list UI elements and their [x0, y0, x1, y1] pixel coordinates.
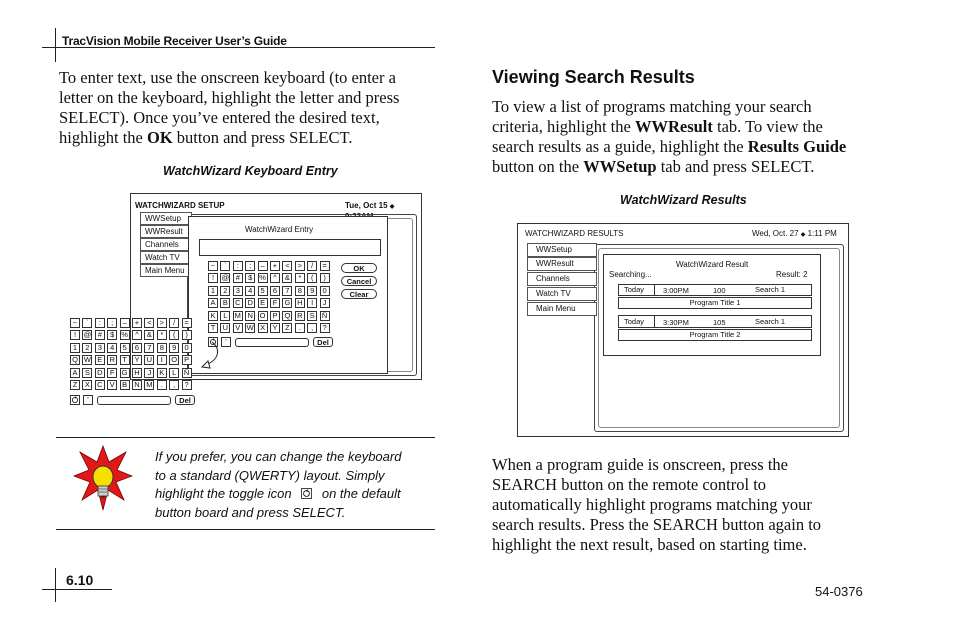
result-channel: 105: [713, 318, 726, 327]
qwerty-key[interactable]: N: [132, 380, 142, 390]
qwerty-key[interactable]: B: [120, 380, 130, 390]
lightbulb-icon: [72, 444, 134, 520]
del-button-qwerty[interactable]: Del: [175, 395, 195, 405]
qwerty-key[interactable]: –: [120, 318, 130, 328]
tab-watch-tv-results[interactable]: Watch TV: [527, 287, 597, 301]
abc-key[interactable]: J: [320, 298, 330, 308]
abc-key[interactable]: >: [295, 261, 305, 271]
toggle-keyboard-icon-qwerty[interactable]: [70, 395, 80, 405]
abc-key[interactable]: ;: [245, 261, 255, 271]
qwerty-key[interactable]: H: [132, 368, 142, 378]
abc-key[interactable]: ?: [320, 323, 330, 333]
screen-datetime: Tue, Oct 15 ◆: [345, 201, 395, 210]
result-time: 3:30PM: [663, 318, 689, 327]
abc-key[interactable]: Q: [282, 311, 292, 321]
abc-key[interactable]: P: [270, 311, 280, 321]
abc-key[interactable]: ,: [307, 323, 317, 333]
qwerty-key[interactable]: Ñ: [182, 368, 192, 378]
tab-watch-tv[interactable]: Watch TV: [140, 251, 192, 264]
qwerty-key[interactable]: S: [82, 368, 92, 378]
abc-key[interactable]: F: [270, 298, 280, 308]
clear-button[interactable]: Clear: [341, 289, 377, 299]
apostrophe-key-qwerty[interactable]: ': [83, 395, 93, 405]
tab-channels[interactable]: Channels: [140, 238, 192, 251]
apostrophe-key[interactable]: ': [221, 337, 231, 347]
abc-key[interactable]: +: [270, 261, 280, 271]
tab-main-menu-results[interactable]: Main Menu: [527, 302, 597, 316]
abc-key[interactable]: 7: [282, 286, 292, 296]
abc-key[interactable]: .: [295, 323, 305, 333]
qwerty-key[interactable]: X: [82, 380, 92, 390]
qwerty-key[interactable]: Z: [70, 380, 80, 390]
qwerty-key[interactable]: V: [107, 380, 117, 390]
abc-key[interactable]: Z: [282, 323, 292, 333]
abc-key[interactable]: 4: [245, 286, 255, 296]
result-channel: 100: [713, 286, 726, 295]
result-row[interactable]: [618, 284, 812, 296]
text-entry-field[interactable]: [199, 239, 381, 256]
qwerty-key[interactable]: ): [182, 330, 192, 340]
abc-key[interactable]: N: [245, 311, 255, 321]
abc-key[interactable]: `: [220, 261, 230, 271]
abc-key[interactable]: G: [282, 298, 292, 308]
qwerty-key[interactable]: `: [82, 318, 92, 328]
qwerty-key[interactable]: %: [121, 330, 128, 340]
qwerty-key[interactable]: 2: [82, 343, 92, 353]
result-day: Today: [619, 285, 655, 295]
abc-key[interactable]: C: [233, 298, 243, 308]
qwerty-key[interactable]: ^: [132, 330, 142, 340]
qwerty-key[interactable]: Q: [70, 355, 80, 365]
abc-key[interactable]: !: [208, 273, 218, 283]
qwerty-key[interactable]: 6: [132, 343, 142, 353]
keyboard-figure-caption: WatchWizard Keyboard Entry: [163, 164, 338, 178]
qwerty-key[interactable]: $: [107, 330, 117, 340]
abc-key[interactable]: E: [258, 298, 268, 308]
qwerty-key[interactable]: 0: [182, 343, 192, 353]
screen-title: WATCHWIZARD SETUP: [135, 201, 225, 210]
abc-key[interactable]: D: [245, 298, 255, 308]
abc-key[interactable]: L: [220, 311, 230, 321]
qwerty-key[interactable]: 9: [169, 343, 179, 353]
qwerty-key[interactable]: K: [157, 368, 167, 378]
abc-key[interactable]: K: [208, 311, 218, 321]
tip-paragraph: If you prefer, you can change the keyboard to a standard (QWERTY) layout. Simply highlight the toggle icon on the default button board and press SELECT.: [155, 449, 402, 520]
qwerty-key[interactable]: E: [95, 355, 105, 365]
tab-wwresult[interactable]: WWResult: [140, 225, 192, 238]
abc-key[interactable]: R: [295, 311, 305, 321]
header-crop-mark: [55, 28, 56, 62]
qwerty-key[interactable]: @: [83, 330, 92, 340]
abc-key[interactable]: 1: [208, 286, 218, 296]
qwerty-key[interactable]: O: [169, 355, 179, 365]
qwerty-key[interactable]: M: [146, 380, 153, 389]
del-button[interactable]: Del: [313, 337, 333, 347]
toggle-icon-inline: [301, 488, 312, 499]
running-header: TracVision Mobile Receiver User’s Guide: [62, 34, 287, 48]
tab-wwsetup-results[interactable]: WWSetup: [527, 243, 597, 257]
abc-key[interactable]: Y: [270, 323, 280, 333]
qwerty-key[interactable]: W: [83, 355, 91, 365]
qwerty-key[interactable]: ~: [70, 318, 80, 328]
result-program[interactable]: Program Title 1: [618, 297, 812, 309]
footer-rule: [42, 589, 112, 590]
qwerty-key[interactable]: U: [144, 355, 154, 365]
ok-button[interactable]: OK: [341, 263, 377, 273]
result-row[interactable]: [618, 315, 812, 328]
abc-key[interactable]: T: [208, 323, 218, 333]
qwerty-key[interactable]: J: [144, 368, 154, 378]
qwerty-key[interactable]: I: [157, 355, 167, 365]
abc-key[interactable]: $: [245, 273, 255, 283]
abc-key[interactable]: 3: [233, 286, 243, 296]
result-search: Search 1: [755, 285, 786, 294]
abc-key[interactable]: 2: [220, 286, 230, 296]
results-figure-caption: WatchWizard Results: [620, 193, 747, 207]
document-code: 54-0376: [815, 584, 863, 599]
qwerty-key[interactable]: /: [169, 318, 179, 328]
abc-key[interactable]: O: [258, 311, 268, 321]
abc-key[interactable]: B: [220, 298, 230, 308]
abc-key[interactable]: /: [307, 261, 317, 271]
abc-key[interactable]: 0: [320, 286, 330, 296]
abc-key[interactable]: *: [295, 273, 305, 283]
abc-key[interactable]: 9: [307, 286, 317, 296]
qwerty-key[interactable]: :: [95, 318, 105, 328]
qwerty-key[interactable]: F: [107, 368, 117, 378]
qwerty-key[interactable]: 8: [157, 343, 167, 353]
searching-label: Searching...: [609, 270, 652, 279]
footer-crop-mark: [55, 568, 56, 602]
tab-channels-results[interactable]: Channels: [527, 272, 597, 286]
qwerty-key[interactable]: .: [157, 380, 167, 390]
abc-key[interactable]: 8: [295, 286, 305, 296]
abc-key[interactable]: ^: [270, 273, 280, 283]
results-paragraph: To view a list of programs matching your search criteria, highlight the WWResult tab. To view the search results as a guide, highlight the Results Guide button on the WWSetup tab and press SELECT.: [492, 97, 847, 176]
qwerty-key[interactable]: 5: [120, 343, 130, 353]
qwerty-key[interactable]: 1: [70, 343, 80, 353]
result-count: Result: 2: [776, 270, 808, 279]
qwerty-key[interactable]: 4: [107, 343, 117, 353]
abc-key[interactable]: 6: [270, 286, 280, 296]
abc-key[interactable]: @: [221, 273, 230, 283]
results-screen-title: WATCHWIZARD RESULTS: [525, 229, 624, 238]
qwerty-key[interactable]: 3: [95, 343, 105, 353]
results-screen-datetime: Wed, Oct. 27 ◆ 1:11 PM: [752, 229, 837, 238]
qwerty-key[interactable]: #: [95, 330, 105, 340]
results-panel-title: WatchWizard Result: [676, 260, 749, 269]
abc-key[interactable]: =: [320, 261, 330, 271]
result-day: Today: [619, 316, 655, 327]
tab-wwsetup[interactable]: WWSetup: [140, 212, 192, 225]
qwerty-key[interactable]: Y: [132, 355, 142, 365]
abc-key[interactable]: #: [233, 273, 243, 283]
qwerty-key[interactable]: 7: [144, 343, 154, 353]
qwerty-key[interactable]: R: [107, 355, 117, 365]
intro-paragraph: To enter text, use the onscreen keyboard (to enter a letter on the keyboard, highlight the letter and press SELECT). Once you’ve entered the desired text, highlight the OK button and press SELECT.: [59, 68, 400, 147]
abc-key[interactable]: ): [320, 273, 330, 283]
search-button-paragraph: When a program guide is onscreen, press the SEARCH button on the remote control to automatically highlight programs matching your search results. Press the SEARCH button again to highlight the next result, based on starting time.: [492, 455, 822, 554]
abc-key[interactable]: %: [259, 273, 266, 283]
qwerty-key[interactable]: =: [182, 318, 192, 328]
qwerty-key[interactable]: C: [95, 380, 105, 390]
abc-key[interactable]: X: [258, 323, 268, 333]
abc-key[interactable]: V: [233, 323, 243, 333]
qwerty-key[interactable]: ?: [182, 380, 192, 390]
page-number: 6.10: [66, 572, 94, 588]
dialog-title: WatchWizard Entry: [245, 225, 314, 234]
abc-key[interactable]: I: [307, 298, 317, 308]
qwerty-key[interactable]: +: [132, 318, 142, 328]
qwerty-key[interactable]: L: [169, 368, 179, 378]
abc-key[interactable]: &: [282, 273, 292, 283]
qwerty-key[interactable]: !: [70, 330, 80, 340]
abc-key[interactable]: :: [233, 261, 243, 271]
qwerty-key[interactable]: >: [157, 318, 167, 328]
abc-key[interactable]: –: [258, 261, 268, 271]
qwerty-key[interactable]: T: [120, 355, 130, 365]
qwerty-key[interactable]: G: [120, 368, 130, 378]
qwerty-key[interactable]: (: [169, 330, 179, 340]
space-bar-qwerty[interactable]: [97, 396, 171, 405]
tip-top-rule: [56, 437, 435, 438]
abc-key[interactable]: A: [208, 298, 218, 308]
abc-key[interactable]: W: [246, 323, 254, 332]
qwerty-key[interactable]: &: [144, 330, 154, 340]
abc-key[interactable]: <: [282, 261, 292, 271]
cancel-button[interactable]: Cancel: [341, 276, 377, 286]
section-heading: Viewing Search Results: [492, 67, 695, 87]
qwerty-key[interactable]: P: [182, 355, 192, 365]
qwerty-key[interactable]: D: [95, 368, 105, 378]
abc-key[interactable]: M: [234, 310, 241, 320]
callout-arrow: [190, 340, 230, 382]
abc-key[interactable]: Ñ: [320, 311, 330, 321]
abc-key[interactable]: H: [295, 298, 305, 308]
qwerty-key[interactable]: A: [70, 368, 80, 378]
qwerty-key[interactable]: *: [157, 330, 167, 340]
tab-wwresult-results[interactable]: WWResult: [527, 257, 597, 271]
qwerty-key[interactable]: ,: [169, 380, 179, 390]
result-search: Search 1: [755, 317, 786, 326]
result-program[interactable]: Program Title 2: [618, 329, 812, 341]
qwerty-key[interactable]: <: [144, 318, 154, 328]
space-bar[interactable]: [235, 338, 309, 347]
abc-key[interactable]: U: [220, 323, 230, 333]
abc-key[interactable]: (: [307, 273, 317, 283]
abc-key[interactable]: 5: [258, 286, 268, 296]
tip-bottom-rule: [56, 529, 435, 530]
abc-key[interactable]: ~: [208, 261, 218, 271]
qwerty-key[interactable]: ;: [107, 318, 117, 328]
tab-main-menu[interactable]: Main Menu: [140, 264, 192, 277]
abc-key[interactable]: S: [307, 311, 317, 321]
result-time: 3:00PM: [663, 286, 689, 295]
